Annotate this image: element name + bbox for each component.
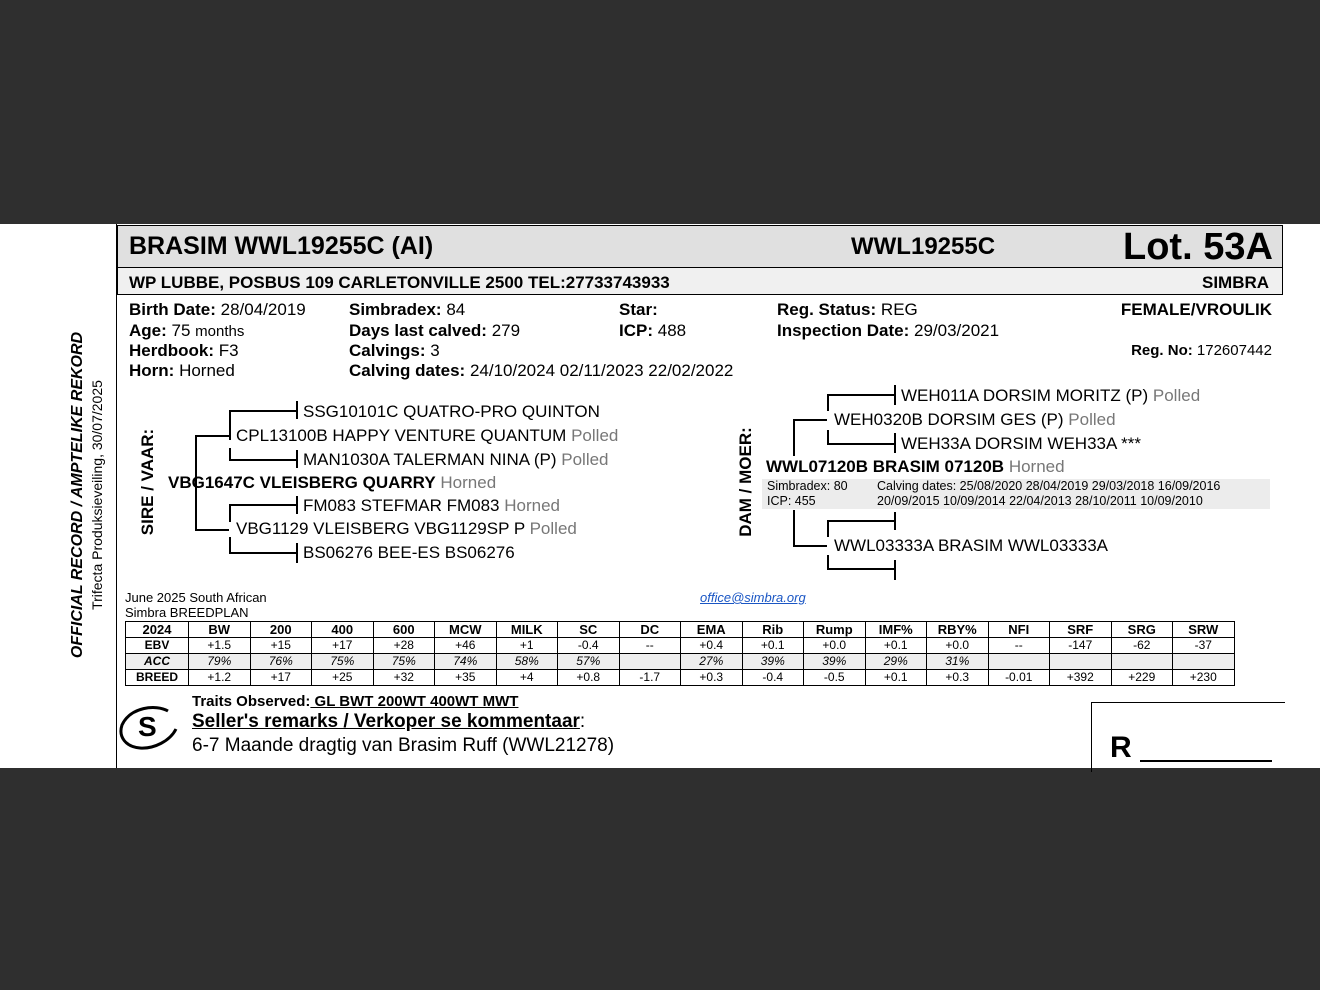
ebv-row-label: ACC (126, 654, 189, 670)
dam-calving-dates-2: 20/09/2015 10/09/2014 22/04/2013 28/10/2011 10/09/2010 (877, 494, 1203, 508)
ebv-row (126, 638, 1235, 654)
ebv-cell: +0.1 (742, 638, 804, 654)
ebv-cell (1050, 654, 1112, 670)
ebv-cell: +230 (1173, 670, 1235, 686)
ebv-cell: 39% (804, 654, 866, 670)
ebv-header-cell: SRF (1050, 622, 1112, 638)
ebv-cell: 75% (373, 654, 435, 670)
breedplan-line1: June 2025 South African (125, 590, 267, 605)
ebv-cell: +32 (373, 670, 435, 686)
ebv-cell: +0.3 (681, 670, 743, 686)
remarks-label: Seller's remarks / Verkoper se kommentaar: (192, 711, 586, 732)
ebv-cell: -- (988, 638, 1050, 654)
sire-sire-sire: SSG10101C QUATRO-PRO QUINTON (303, 402, 600, 421)
svg-text:S: S (138, 711, 157, 742)
ebv-header-cell: SRG (1111, 622, 1173, 638)
ebv-cell (1111, 654, 1173, 670)
ebv-header-cell: 200 (250, 622, 312, 638)
ebv-header-cell: 600 (373, 622, 435, 638)
sire-sire-dam: MAN1030A TALERMAN NINA (P) Polled (303, 450, 609, 469)
ebv-row-label: BREED (126, 670, 189, 686)
ebv-cell: +15 (250, 638, 312, 654)
simbra-logo-icon (118, 703, 182, 758)
dam-name: WWL07120B BRASIM 07120B Horned (766, 457, 1065, 476)
reg-status: Reg. Status: REG (777, 300, 918, 319)
dam-icp: ICP: 455 (767, 494, 816, 508)
inspection-date: Inspection Date: 29/03/2021 (777, 321, 1000, 340)
dam-dam: WWL03333A BRASIM WWL03333A (834, 536, 1109, 555)
email-link[interactable]: office@simbra.org (700, 590, 806, 605)
icp: ICP: 488 (619, 321, 687, 340)
birth-date: Birth Date: 28/04/2019 (129, 300, 306, 319)
sex-label: FEMALE/VROULIK (1120, 300, 1272, 319)
traits-observed: Traits Observed: GL BWT 200WT 400WT MWT (192, 693, 519, 710)
lot-number: Lot. 53A (1123, 226, 1273, 268)
ebv-header-cell: BW (189, 622, 251, 638)
ebv-cell: +0.0 (927, 638, 989, 654)
ebv-header-cell: Rib (742, 622, 804, 638)
ebv-cell: -62 (1111, 638, 1173, 654)
ebv-header-cell: 2024 (126, 622, 189, 638)
ebv-cell: -0.5 (804, 670, 866, 686)
ebv-cell: +17 (312, 638, 374, 654)
ebv-header-row (126, 622, 1235, 638)
ebv-cell: -0.4 (558, 638, 620, 654)
ebv-table (125, 621, 1235, 686)
sire-dam-sire: FM083 STEFMAR FM083 Horned (303, 496, 560, 515)
horn-status: Horn: Horned (129, 361, 235, 380)
ebv-cell: -1.7 (619, 670, 681, 686)
ebv-cell (619, 654, 681, 670)
ebv-cell: -- (619, 638, 681, 654)
ebv-cell: +0.1 (865, 638, 927, 654)
ebv-cell (988, 654, 1050, 670)
breed-label: SIMBRA (1202, 273, 1270, 292)
remarks-text: 6-7 Maande dragtig van Brasim Ruff (WWL21278) (192, 735, 615, 756)
reg-number: Reg. No: 172607442 (1131, 342, 1272, 359)
simbradex: Simbradex: 84 (349, 300, 466, 319)
ebv-cell: +0.0 (804, 638, 866, 654)
breed-row (126, 670, 1235, 686)
sire-name: VBG1647C VLEISBERG QUARRY Horned (168, 473, 497, 492)
price-label: R (1110, 731, 1132, 764)
ebv-cell: +4 (496, 670, 558, 686)
ebv-cell: +392 (1050, 670, 1112, 686)
ebv-cell: 76% (250, 654, 312, 670)
ebv-cell: 74% (435, 654, 497, 670)
ebv-header-cell: DC (619, 622, 681, 638)
days-last-calved: Days last calved: 279 (349, 321, 521, 340)
ebv-cell: -37 (1173, 638, 1235, 654)
ebv-cell: +0.4 (681, 638, 743, 654)
ebv-header-cell: SC (558, 622, 620, 638)
dam-simbradex: Simbradex: 80 (767, 479, 848, 493)
ebv-header-cell: 400 (312, 622, 374, 638)
ebv-header-cell: NFI (988, 622, 1050, 638)
ebv-cell: 31% (927, 654, 989, 670)
ebv-cell: +17 (250, 670, 312, 686)
animal-id: WWL19255C (851, 233, 996, 260)
ebv-row-label: EBV (126, 638, 189, 654)
price-line[interactable] (1140, 760, 1272, 762)
sire-label: SIRE / VAAR: (138, 428, 157, 536)
dam-sire-dam: WEH33A DORSIM WEH33A *** (901, 434, 1141, 453)
ebv-cell: +46 (435, 638, 497, 654)
dam-label: DAM / MOER: (736, 427, 755, 537)
sire-sire: CPL13100B HAPPY VENTURE QUANTUM Polled (236, 426, 619, 445)
official-record-label: OFFICIAL RECORD / AMPTELIKE REKORD (69, 331, 86, 659)
ebv-cell: +1.5 (189, 638, 251, 654)
ebv-cell: -0.4 (742, 670, 804, 686)
ebv-cell: +35 (435, 670, 497, 686)
owner-address: WP LUBBE, POSBUS 109 CARLETONVILLE 2500 TEL:27733743933 (129, 273, 670, 292)
ebv-cell: 57% (558, 654, 620, 670)
ebv-cell: +0.8 (558, 670, 620, 686)
sire-dam-dam: BS06276 BEE-ES BS06276 (303, 543, 515, 562)
ebv-header-cell: RBY% (927, 622, 989, 638)
ebv-header-cell: Rump (804, 622, 866, 638)
ebv-header-cell: MCW (435, 622, 497, 638)
ebv-cell: +229 (1111, 670, 1173, 686)
ebv-cell: +25 (312, 670, 374, 686)
dam-sire: WEH0320B DORSIM GES (P) Polled (834, 410, 1116, 429)
ebv-cell: 27% (681, 654, 743, 670)
auction-label: Trifecta Produksieveiling, 30/07/2025 (89, 380, 105, 610)
ebv-cell: 58% (496, 654, 558, 670)
ebv-cell: 79% (189, 654, 251, 670)
dam-sire-sire: WEH011A DORSIM MORITZ (P) Polled (901, 386, 1201, 405)
ebv-cell: +0.3 (927, 670, 989, 686)
age: Age: 75 months (129, 321, 245, 340)
dam-calving-dates-1: Calving dates: 25/08/2020 28/04/2019 29/03/2018 16/09/2016 (877, 479, 1221, 493)
ebv-cell: +0.1 (865, 670, 927, 686)
ebv-cell: +1.2 (189, 670, 251, 686)
ebv-cell: 39% (742, 654, 804, 670)
ebv-header-cell: SRW (1173, 622, 1235, 638)
herdbook: Herdbook: F3 (129, 341, 239, 360)
ebv-header-cell: MILK (496, 622, 558, 638)
ebv-cell: +1 (496, 638, 558, 654)
ebv-header-cell: IMF% (865, 622, 927, 638)
sire-dam: VBG1129 VLEISBERG VBG1129SP P Polled (236, 519, 577, 538)
ebv-cell: 75% (312, 654, 374, 670)
calvings: Calvings: 3 (349, 341, 440, 360)
star-label: Star: (619, 300, 658, 319)
ebv-cell (1173, 654, 1235, 670)
ebv-cell: 29% (865, 654, 927, 670)
animal-name: BRASIM WWL19255C (AI) (129, 232, 434, 260)
ebv-cell: -147 (1050, 638, 1112, 654)
acc-row (126, 654, 1235, 670)
ebv-header-cell: EMA (681, 622, 743, 638)
calving-dates: Calving dates: 24/10/2024 02/11/2023 22/02/2022 (349, 361, 734, 380)
ebv-cell: +28 (373, 638, 435, 654)
ebv-cell: -0.01 (988, 670, 1050, 686)
breedplan-line2: Simbra BREEDPLAN (125, 605, 249, 620)
